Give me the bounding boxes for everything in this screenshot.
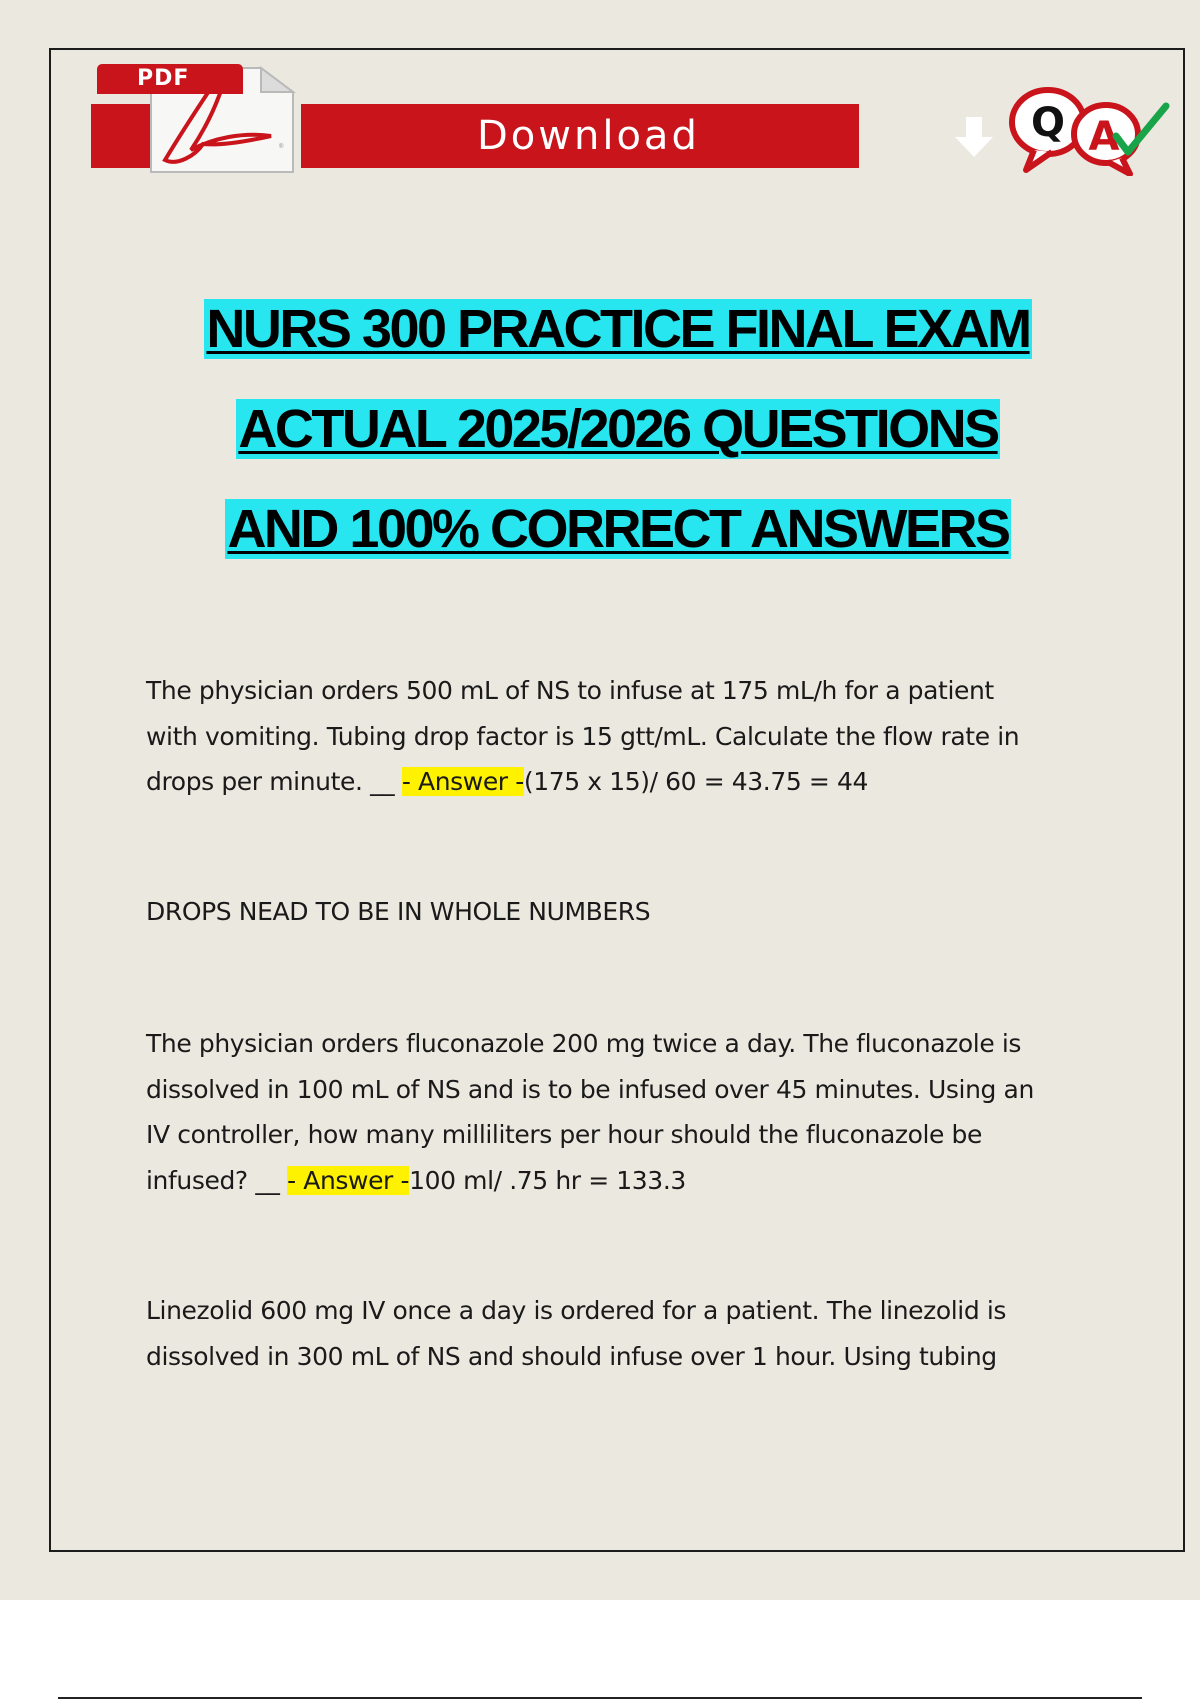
note-text [146, 889, 1106, 935]
download-banner[interactable] [91, 60, 859, 178]
question-text-line: The physician orders 500 mL of NS to infuse at 175 mL/h for a patient [146, 676, 994, 705]
footer-divider [58, 1697, 1142, 1699]
question-text-line: infused? __ [146, 1165, 280, 1195]
qa-logo-q: Q [1030, 100, 1066, 146]
question-text-line: dissolved in 300 mL of NS and should infuse over 1 hour. Using tubing [146, 1341, 997, 1371]
answer-text: (175 x 15)/ 60 = 43.75 = 44 [523, 767, 869, 796]
pdf-label: PDF [97, 64, 243, 94]
answer-marker: - Answer - [401, 767, 524, 796]
answer-marker: - Answer - [287, 1165, 410, 1195]
svg-text:®: ® [279, 144, 284, 150]
question-text-line: Linezolid 600 mg IV once a day is ordered for a patient. The linezolid is [146, 1296, 1007, 1325]
download-label: Download [477, 113, 700, 159]
question-1 [146, 668, 1106, 805]
download-arrow-icon [951, 115, 997, 159]
question-text-line: with vomiting. Tubing drop factor is 15 gtt/mL. Calculate the flow rate in [146, 721, 1020, 751]
question-text-line: IV controller, how many milliliters per hour should the fluconazole be [146, 1120, 983, 1149]
question-text-line: The physician orders fluconazole 200 mg twice a day. The fluconazole is [146, 1029, 1022, 1058]
title-line-2: ACTUAL 2025/2026 QUESTIONS [238, 399, 998, 459]
question-2 [146, 1021, 1106, 1203]
question-3 [146, 1288, 1106, 1379]
qa-logo-icon [1004, 84, 1174, 176]
note-line: DROPS NEAD TO BE IN WHOLE NUMBERS [146, 897, 651, 926]
qa-logo-a: A [1088, 114, 1120, 160]
question-text-line: dissolved in 100 mL of NS and is to be infused over 45 minutes. Using an [146, 1074, 1034, 1104]
document-title [60, 298, 1176, 598]
title-line-1: NURS 300 PRACTICE FINAL EXAM [206, 299, 1030, 359]
answer-text: 100 ml/ .75 hr = 133.3 [409, 1165, 686, 1195]
download-button[interactable] [301, 104, 859, 168]
question-text-line: drops per minute. __ [146, 767, 395, 796]
title-line-3: AND 100% CORRECT ANSWERS [227, 499, 1009, 559]
